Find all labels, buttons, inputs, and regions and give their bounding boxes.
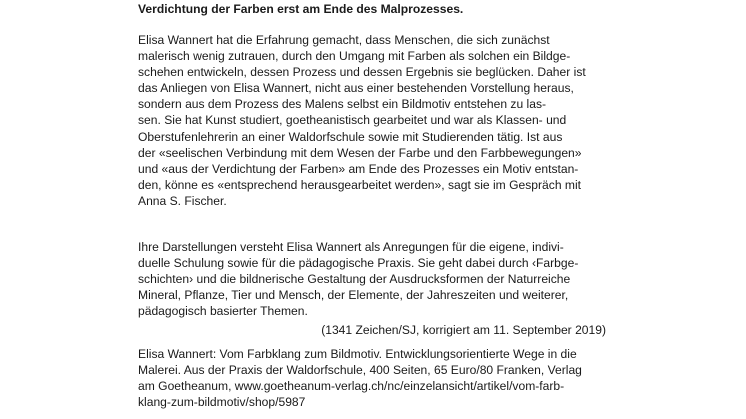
text-line: Elisa Wannert: Vom Farbklang zum Bildmotiv. Entwicklungsorientierte Wege in die <box>138 347 577 361</box>
text-line: Oberstufenlehrerin an einer Waldorfschule sowie mit Studierenden tätig. Ist aus <box>138 129 563 144</box>
text-line: sen. Sie hat Kunst studiert, goetheanistisch gearbeitet und war als Klassen- und <box>138 113 567 128</box>
character-count-credit: (1341 Zeichen/SJ, korrigiert am 11. September 2019) <box>321 323 606 337</box>
text-line: den, könne es «entsprechend herausgearbeitet werden», sagt sie im Gespräch mit <box>138 177 582 192</box>
bibliography-entry <box>138 346 582 410</box>
text-line: Mineral, Pflanze, Tier und Mensch, der Elemente, der Jahreszeiten und weiterer, <box>138 288 569 303</box>
text-line: das Anliegen von Elisa Wannert, nicht aus einer bestehenden Vorstellung heraus, <box>138 81 574 96</box>
text-line: klang-zum-bildmotiv/shop/5987 <box>138 395 306 410</box>
text-line: duelle Schulung sowie für die pädagogische Praxis. Sie geht dabei durch ‹Farbge- <box>138 256 579 271</box>
text-line: Elisa Wannert hat die Erfahrung gemacht, dass Menschen, die sich zunächst <box>138 33 550 47</box>
paragraph-practice <box>138 239 578 319</box>
text-line: der «seelischen Verbindung mit dem Wesen der Farbe und den Farbbewegungen» <box>138 145 582 160</box>
text-line: Ihre Darstellungen versteht Elisa Wannert als Anregungen für die eigene, indivi- <box>138 240 564 254</box>
paragraph-description <box>138 32 586 209</box>
text-line: Anna S. Fischer. <box>138 193 227 208</box>
text-line: malerisch wenig zutrauen, durch den Umgang mit Farben als solchen ein Bildge- <box>138 49 571 64</box>
text-line: pädagogisch basierter Themen. <box>138 304 308 319</box>
text-line: am Goetheanum, www.goetheanum-verlag.ch/nc/einzelansicht/artikel/vom-farb- <box>138 379 565 394</box>
section-heading: Verdichtung der Farben erst am Ende des Malprozesses. <box>138 2 464 16</box>
text-line: schehen entwickeln, dessen Prozess und dessen Ergebnis sie beglücken. Daher ist <box>138 65 586 80</box>
text-line: sondern aus dem Prozess des Malens selbst ein Bildmotiv entstehen zu las- <box>138 97 547 112</box>
text-line: schichten› und die bildnerische Gestaltung der Ausdrucksformen der Naturreiche <box>138 272 571 287</box>
text-line: und «aus der Verdichtung der Farben» am Ende des Prozesses ein Motiv entstan- <box>138 161 579 176</box>
text-line: Malerei. Aus der Praxis der Waldorfschule, 400 Seiten, 65 Euro/80 Franken, Verlag <box>138 363 582 378</box>
